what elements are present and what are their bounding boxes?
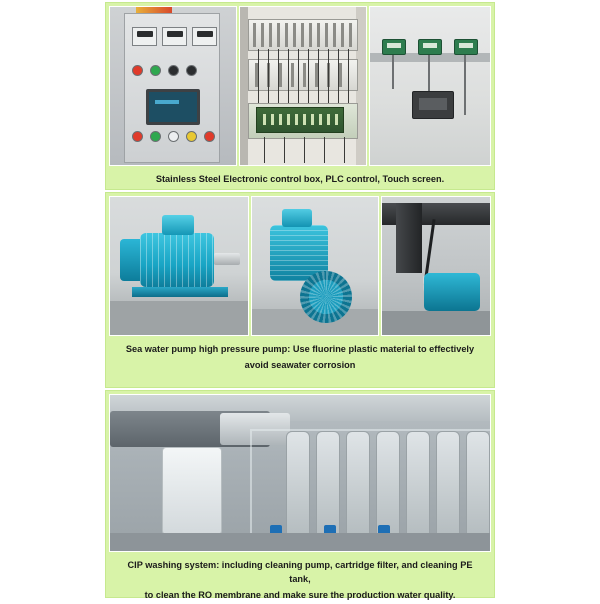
- motor-with-piping-photo: [381, 196, 491, 336]
- caption-sea-water-pump-line-1: Sea water pump high pressure pump: Use fluorine plastic material to effectively: [125, 344, 475, 354]
- photo-row-sea-water-pump: [106, 193, 494, 339]
- blue-motor-side-photo: [109, 196, 249, 336]
- cip-washing-system-photo: [109, 394, 491, 552]
- section-sea-water-pump: [105, 192, 495, 388]
- plc-wiring-interior-photo: [239, 6, 367, 166]
- caption-sea-water-pump-line-2: avoid seawater corrosion: [244, 360, 356, 370]
- blue-motor-fan-photo: [251, 196, 379, 336]
- photo-row-cip-washing-system: [106, 391, 494, 555]
- caption-cip-line-2: to clean the RO membrane and make sure the production water quality.: [144, 590, 456, 600]
- photo-row-control-box: [106, 3, 494, 169]
- section-control-box: [105, 2, 495, 190]
- wall-mounted-sensors-photo: [369, 6, 491, 166]
- section-cip-washing-system: [105, 390, 495, 598]
- control-cabinet-meters-photo: [109, 6, 237, 166]
- caption-control-box: Stainless Steel Electronic control box, PLC control, Touch screen.: [155, 174, 445, 184]
- caption-cip-line-1: CIP washing system: including cleaning pump, cartridge filter, and cleaning PE tank,: [127, 560, 473, 584]
